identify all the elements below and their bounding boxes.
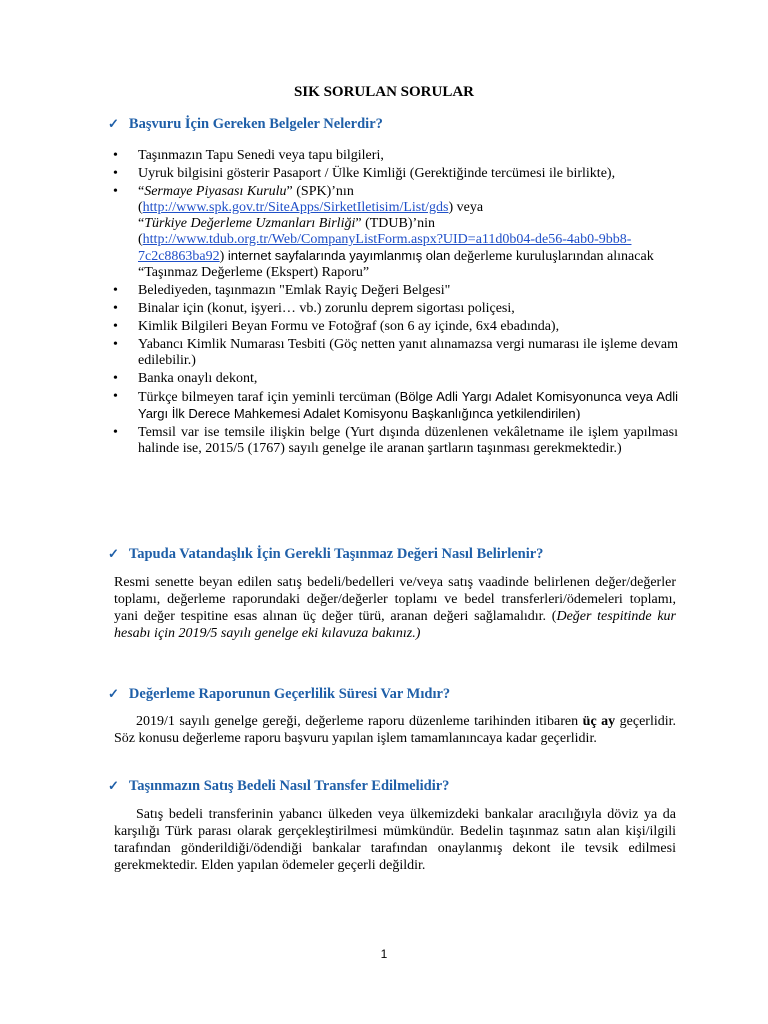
list-item: • Temsil var ise temsile ilişkin belge (Yurt dışında düzenlenen vekâletname ile işlem yapılması halinde ise, 2015/5 (1767) sayılı genelge ile aranan şartların taşınması gerekmektedir.) (113, 425, 678, 456)
required-documents-list (108, 148, 678, 459)
bullet-icon: • (113, 301, 118, 316)
bullet-icon: • (113, 166, 118, 181)
bullet-icon: • (113, 337, 118, 352)
heading-text: Başvuru İçin Gereken Belgeler Nelerdir? (128, 116, 383, 132)
list-item: • Türkçe bilmeyen taraf için yeminli tercüman (Bölge Adli Yargı Adalet Komisyonunca veya Adli Yargı İlk Derece Mahkemesi Adalet Komisyonu Başkanlığınca yetkilendirilen) (113, 389, 678, 422)
list-item: • Belediyeden, taşınmazın "Emlak Rayiç Değeri Belgesi" (113, 283, 451, 298)
section-heading-report-validity (108, 686, 450, 703)
list-item: • Taşınmazın Tapu Senedi veya tapu bilgileri, (113, 148, 384, 163)
bullet-icon: • (113, 371, 118, 386)
list-item: • Binalar için (konut, işyeri… vb.) zorunlu deprem sigortası poliçesi, (113, 301, 515, 316)
price-transfer-paragraph: Satış bedeli transferinin yabancı ülkeden veya ülkemizdeki bankalar aracılığıyla döviz ya da karşılığı Türk parası olarak gerçekleştirilmesi mümkündür. Bedelin taşınmaz satın alan kişi/ilgili tarafından gönderildiği/ödendiği bankalar tarafından onaylanmış dekont ile tevsik edilmesi gerekmektedir. Elden yapılan ödemeler geçerli değildir. (114, 807, 676, 873)
report-validity-paragraph: 2019/1 sayılı genelge gereği, değerleme raporu düzenleme tarihinden itibaren üç ay geçerlidir. Söz konusu değerleme raporu başvuru yapılan işlem tamamlanıncaya kadar geçerlidir. (114, 714, 677, 746)
heading-text: Taşınmazın Satış Bedeli Nasıl Transfer Edilmelidir? (128, 778, 450, 794)
bullet-icon: • (113, 148, 118, 163)
page-title: SIK SORULAN SORULAR (293, 84, 475, 100)
bullet-icon: • (113, 283, 118, 298)
spk-link[interactable]: http://www.spk.gov.tr/SiteApps/SirketIletisim/List/gds (142, 200, 449, 215)
checkmark-icon: ✓ (108, 546, 119, 561)
heading-text: Değerleme Raporunun Geçerlilik Süresi Var Mıdır? (128, 686, 451, 702)
section-heading-citizenship-value (108, 546, 543, 563)
bullet-icon: • (113, 319, 118, 334)
bullet-icon: • (113, 389, 118, 404)
checkmark-icon: ✓ (108, 686, 119, 701)
section-heading-documents (108, 116, 383, 133)
list-item: • Uyruk bilgisini gösterir Pasaport / Ülke Kimliği (Gerektiğinde tercümesi ile birlikte), (113, 166, 616, 181)
list-item: • Kimlik Bilgileri Beyan Formu ve Fotoğraf (son 6 ay içinde, 6x4 ebadında), (113, 319, 560, 334)
spk-name: Sermaye Piyasası Kurulu (144, 184, 287, 199)
list-item: • Banka onaylı dekont, (113, 371, 258, 386)
checkmark-icon: ✓ (108, 116, 119, 131)
bullet-icon: • (113, 184, 118, 199)
checkmark-icon: ✓ (108, 778, 119, 793)
citizenship-value-paragraph: Resmi senette beyan edilen satış bedeli/bedelleri ve/veya satış vaadinde belirlenen değer/değerler toplamı, değerleme raporundaki değer/değerler toplamı ve bedel transferleri/ödemeleri toplamı, yani değer tespitine esas alınan üç değer türü, aranan değeri sağlamalıdır. (Değer tespitinde kur hesabı için 2019/5 sayılı genelge eki kılavuza bakınız.) (114, 575, 677, 641)
bullet-icon: • (113, 425, 118, 440)
section-heading-price-transfer (108, 778, 449, 795)
list-item: • “Sermaye Piyasası Kurulu” (SPK)’nın (http://www.spk.gov.tr/SiteApps/SirketIletisim/List/gds) veya “Türkiye Değerleme Uzmanları Birliği” (TDUB)’nin (http://www.tdub.org.tr/Web/CompanyListForm.aspx?UID=a11d0b04-de56-4ab0-9bb8-7c2c8863ba92) internet sayfalarında yayımlanmış olan değerleme kuruluşlarından alınacak “Taşınmaz Değerleme (Ekspert) Raporu” (113, 184, 654, 280)
list-item: • Yabancı Kimlik Numarası Tesbiti (Göç netten yanıt alınamazsa vergi numarası ile işleme devam edilebilir.) (113, 337, 678, 368)
page-number: 1 (380, 947, 388, 961)
heading-text: Tapuda Vatandaşlık İçin Gerekli Taşınmaz Değeri Nasıl Belirlenir? (128, 546, 544, 562)
tdub-link[interactable]: http://www.tdub.org.tr/Web/CompanyListForm.aspx?UID=a11d0b04-de56-4ab0-9bb8-7c2c8863ba92 (138, 232, 632, 264)
tdub-name: Türkiye Değerleme Uzmanları Birliği (144, 216, 356, 231)
